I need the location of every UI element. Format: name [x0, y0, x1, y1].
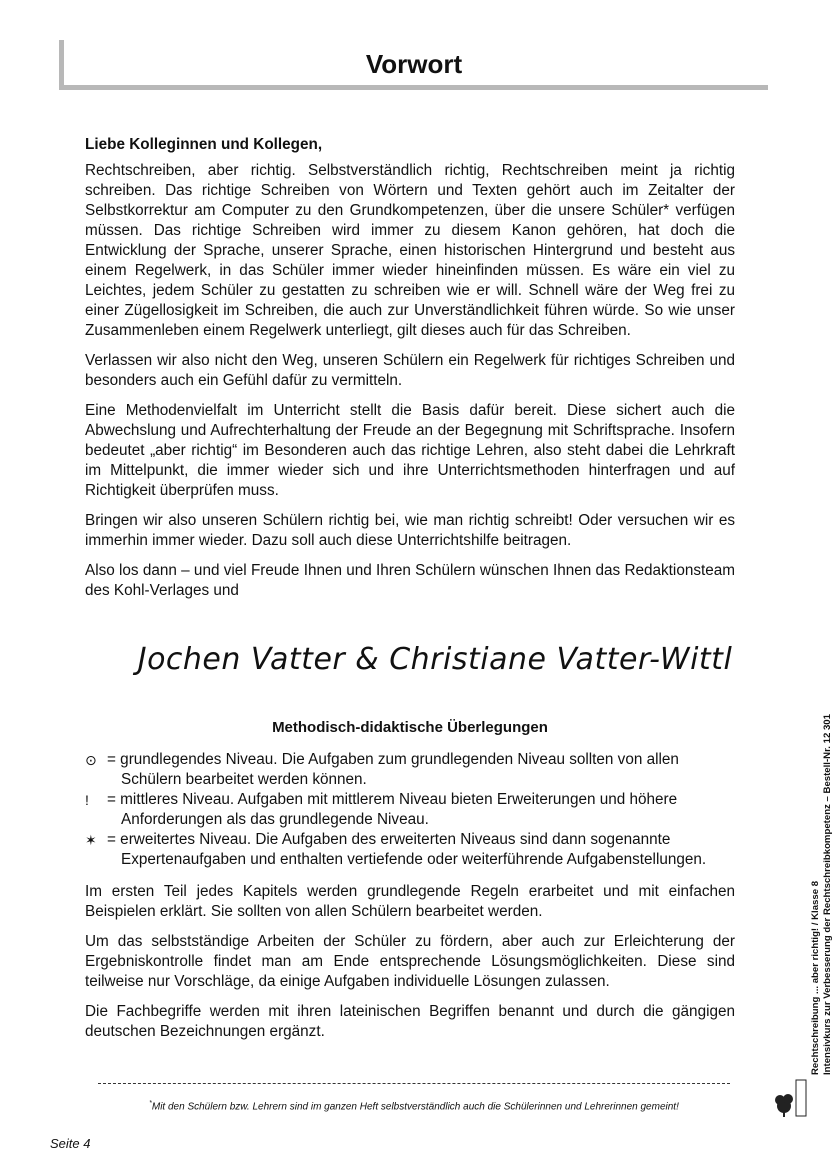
- level-list: [85, 750, 735, 870]
- greeting: Liebe Kolleginnen und Kollegen,: [85, 136, 323, 153]
- footnote-text: Mit den Schülern bzw. Lehrern sind im ganzen Heft selbstverständlich auch die Schülerinnen und Lehrerinnen gemeint!: [151, 1101, 679, 1113]
- page-title: Vorwort: [365, 49, 463, 79]
- star-icon: ✶: [85, 832, 97, 848]
- paragraph: Rechtschreiben, aber richtig. Selbstverständlich richtig, Rechtschreiben meint ja richtig schreiben. Das richtige Schreiben von Wörtern und Texten gehört auch im Zeitalter der Selbstkorrektur am Computer zu den Grundkompetenzen, über die unsere Schüler* verfügen müssen. Das richtige Schreiben wird immer zu diesem Kanon gehören, hat doch die Entwicklung der Sprache, unserer Sprache, einen historischen Hintergrund und besteht aus einem Regelwerk, in das Schüler immer wieder hineinfinden müssen. Es wäre ein viel zu Leichtes, jedem Schüler zu gestatten zu schreiben wie er will. Schnell wäre der Weg frei zu einer Zügellosigkeit im Schreiben, die auch zur Unverständlichkeit führen würde. So wie unser Zusammenleben einem Regelwerk unterliegt, gilt dieses auch für das Schreiben.: [85, 162, 735, 339]
- paragraph: Also los dann – und viel Freude Ihnen und Ihren Schülern wünschen Ihnen das Redaktionsteam des Kohl-Verlages und: [85, 562, 735, 599]
- paragraph: Die Fachbegriffe werden mit ihren lateinischen Begriffen benannt und durch die gängigen deutschen Bezeichnungen ergänzt.: [85, 1003, 735, 1040]
- kohl-verlag-logo: [774, 1078, 808, 1118]
- method-section: [85, 718, 735, 1052]
- side-line-subtitle: Intensivkurs zur Verbesserung der Rechtschreibkompetenz – Bestell-Nr. 12 301: [822, 714, 833, 1075]
- circle-dot-icon: ⊙: [85, 752, 97, 768]
- paragraph: Eine Methodenvielfalt im Unterricht stellt die Basis dafür bereit. Diese sichert auch die Abwechslung und Aufrechterhaltung der Freude an der Begegnung mit Schriftsprache. Insofern bedeutet „aber richtig“ im Besonderen auch das richtige Lehren, also steht dabei die Lehrkraft im Mittelpunkt, die immer wieder sich und ihre Unterrichtsmethoden hinterfragen und auf Richtigkeit überprüfen muss.: [85, 402, 735, 499]
- section-heading: Methodisch-didaktische Überlegungen: [272, 719, 548, 736]
- side-line-title: Rechtschreibung ... aber richtig! / Klasse 8: [810, 880, 821, 1075]
- footnote-divider: [98, 1083, 730, 1084]
- level-item-basic: [85, 750, 735, 790]
- side-publication-info: [810, 655, 834, 1075]
- level-description: = mittleres Niveau. Aufgaben mit mittlerem Niveau bieten Erweiterungen und höhere Anforderungen als das grundlegende Niveau.: [107, 791, 678, 828]
- paragraph: Verlassen wir also nicht den Weg, unseren Schülern ein Regelwerk für richtiges Schreiben und besonders auch ein Gefühl dafür zu vermitteln.: [85, 352, 735, 389]
- level-description: = grundlegendes Niveau. Die Aufgaben zum grundlegenden Niveau sollten von allen Schülern bearbeitet werden können.: [107, 751, 679, 788]
- paragraph: Im ersten Teil jedes Kapitels werden grundlegende Regeln erarbeitet und mit einfachen Beispielen erklärt. Sie sollten von allen Schülern bearbeitet werden.: [85, 883, 735, 920]
- level-item-advanced: [85, 830, 735, 870]
- letter-section: [85, 135, 735, 611]
- paragraph: Bringen wir also unseren Schülern richtig bei, wie man richtig schreibt! Oder versuchen wir es immerhin immer wieder. Dazu soll auch diese Unterrichtshilfe beitragen.: [85, 512, 735, 549]
- page-number: Seite 4: [50, 1136, 91, 1151]
- level-description: = erweitertes Niveau. Die Aufgaben des erweiterten Niveaus sind dann sogenannte Expertenaufgaben und enthalten vertiefende oder weiterführende Aufgabenstellungen.: [107, 831, 707, 868]
- paragraph: Um das selbstständige Arbeiten der Schüler zu fördern, aber auch zur Erleichterung der Ergebniskontrolle findet man am Ende entsprechende Lösungsmöglichkeiten. Diese sind teilweise nur Vorschläge, da einige Aufgaben individuelle Lösungen zulassen.: [85, 933, 735, 990]
- footnote-marker: *: [149, 1100, 152, 1107]
- signature: Jochen Vatter & Christiane Vatter-Wittl: [137, 642, 733, 677]
- exclamation-icon: !: [85, 792, 89, 808]
- level-item-medium: [85, 790, 735, 830]
- footnote: [98, 1097, 730, 1114]
